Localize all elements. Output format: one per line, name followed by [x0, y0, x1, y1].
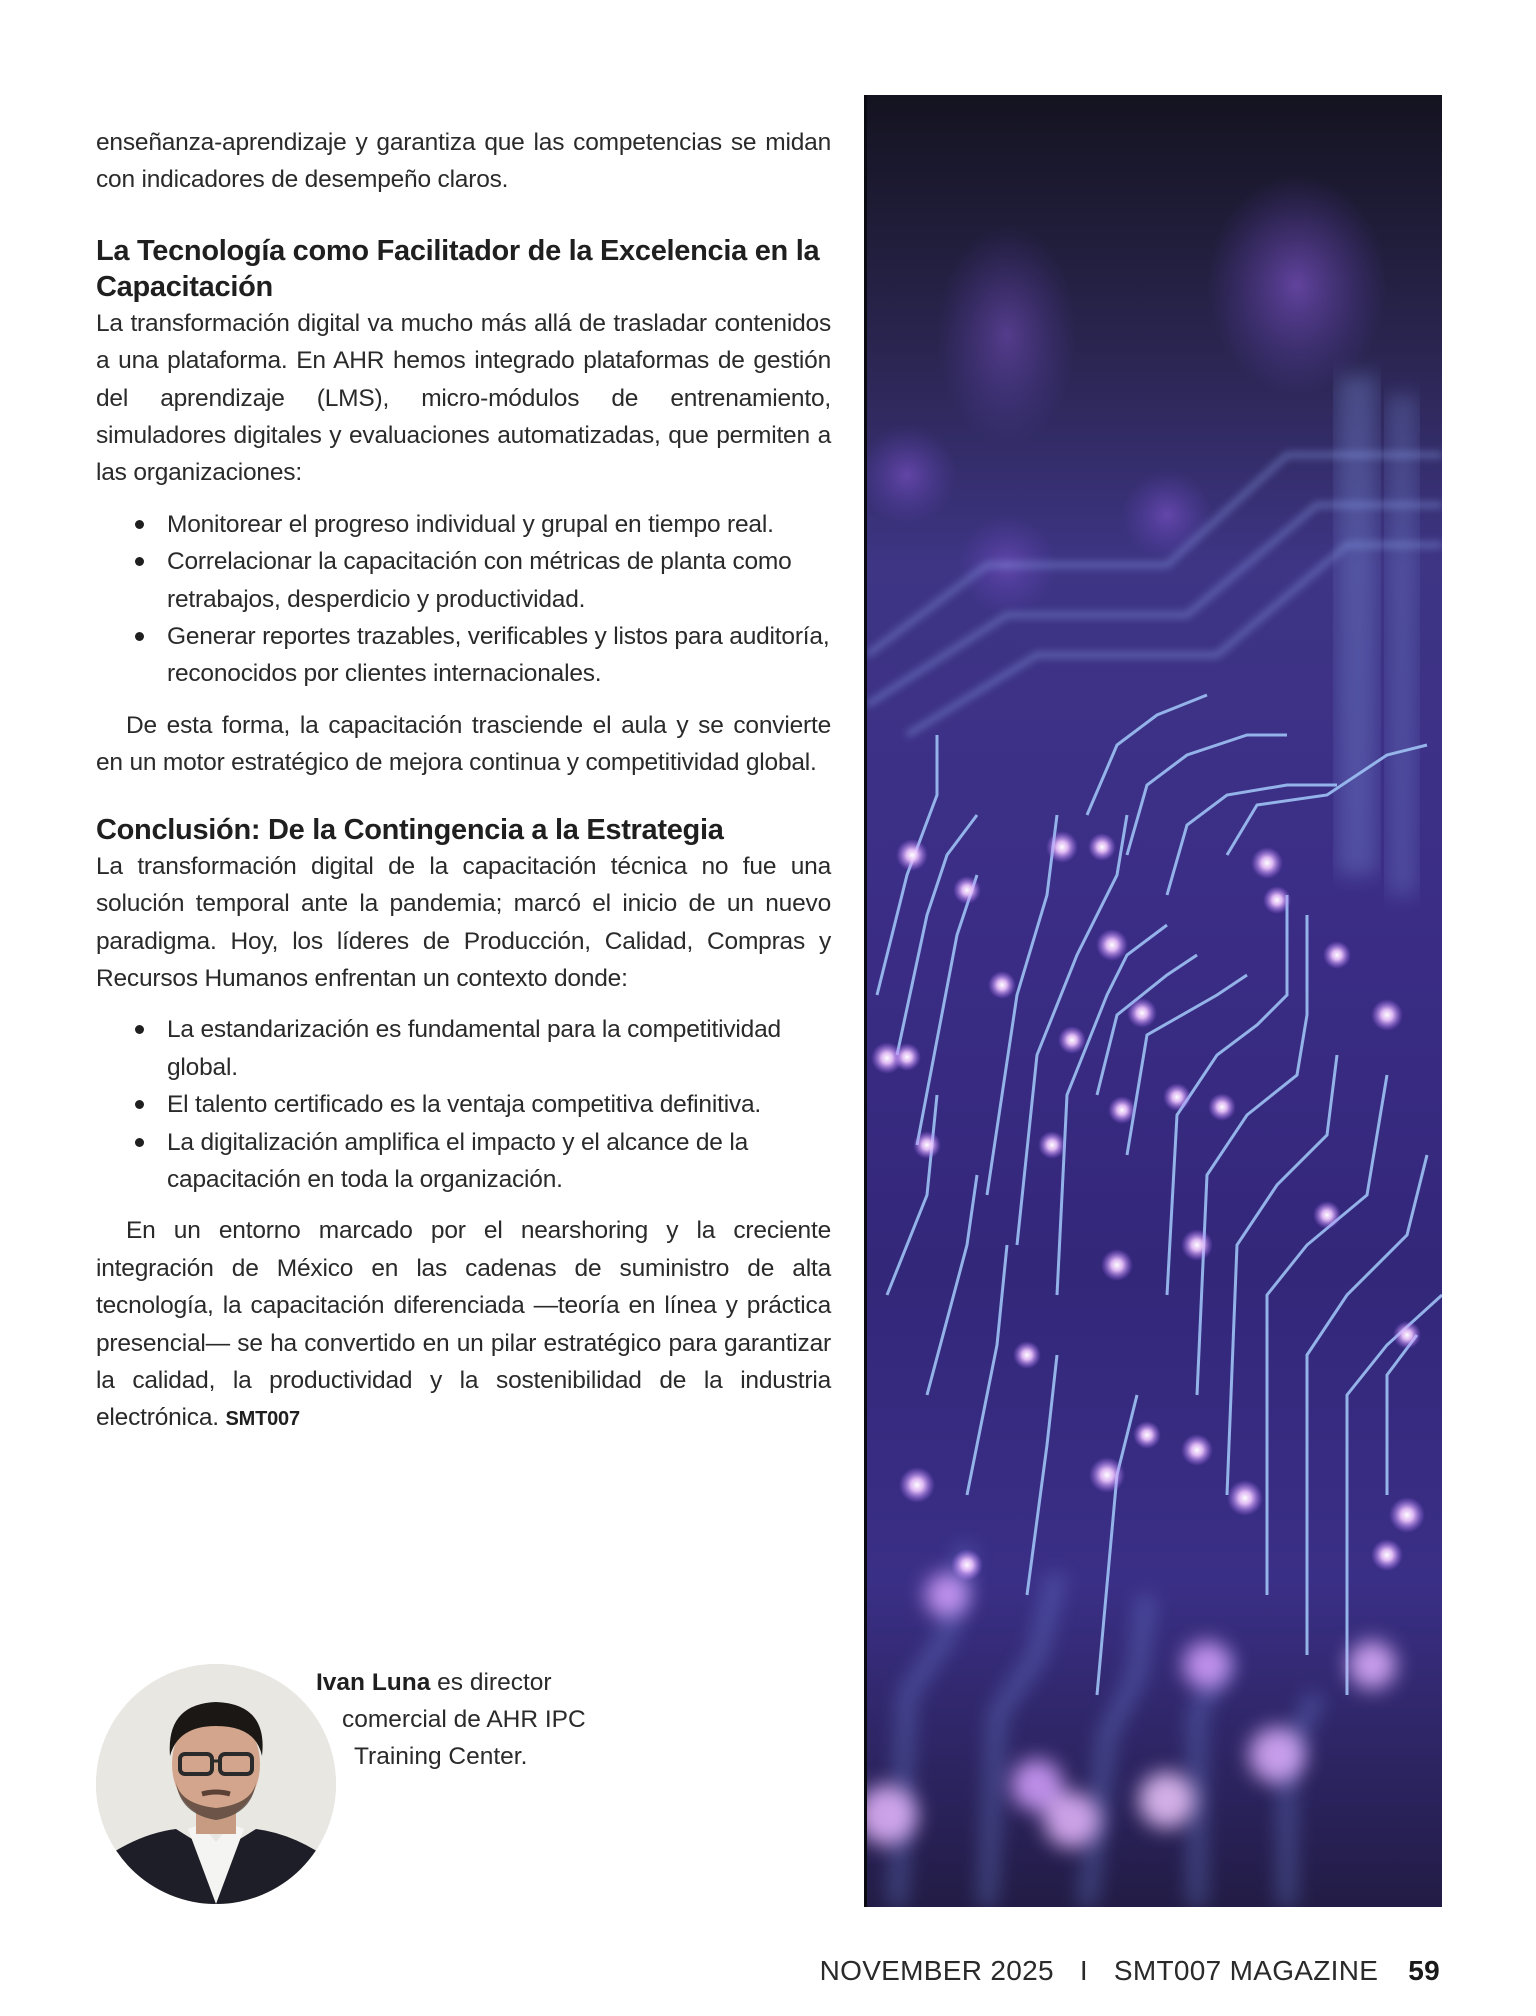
bullet-list-technology	[96, 506, 831, 693]
bio-line-1: Ivan Luna es director	[316, 1669, 552, 1696]
page-number: 59	[1408, 1955, 1440, 1986]
list-item: La digitalización amplifica el impacto y el alcance de la capacitación en toda la organización.	[167, 1124, 831, 1199]
bio-line-2: comercial de AHR IPC	[342, 1706, 586, 1733]
intro-paragraph: enseñanza-aprendizaje y garantiza que las competencias se midan con indicadores de desempeño claros.	[96, 129, 831, 194]
list-item: El talento certificado es la ventaja competitiva definitiva.	[167, 1086, 831, 1123]
footer-separator: I	[1079, 1955, 1088, 1986]
bio-text	[316, 1664, 656, 1775]
section-paragraph-conclusion: La transformación digital de la capacitación técnica no fue una solución temporal ante la pandemia; marcó el inicio de un nuevo paradigma. Hoy, los líderes de Producción, Calidad, Compras y Recursos Humanos enfrentan un contexto donde:	[96, 852, 831, 992]
issue-date: NOVEMBER 2025	[819, 1955, 1054, 1986]
closing-text: En un entorno marcado por el nearshoring y la creciente integración de México en las cadenas de suministro de alta tecnología, la capacitación diferenciada —teoría en línea y práctica presencial— se ha convertido en un pilar estratégico para garantizar la calidad, la productividad y la sostenibilidad de la industria electrónica.	[96, 1217, 831, 1432]
bullet-list-conclusion	[96, 1011, 831, 1198]
list-item: Correlacionar la capacitación con métricas de planta como retrabajos, desperdicio y productividad.	[167, 543, 831, 618]
author-bio	[96, 1664, 656, 1904]
avatar	[96, 1664, 336, 1904]
section-heading-conclusion: Conclusión: De la Contingencia a la Estrategia	[96, 813, 724, 846]
section-paragraph-technology: La transformación digital va mucho más allá de trasladar contenidos a una plataforma. En AHR hemos integrado plataformas de gestión del aprendizaje (LMS), micro-módulos de entrenamiento, simuladores digitales y evaluaciones automatizadas, que permiten a las organizaciones:	[96, 309, 831, 487]
list-item: La estandarización es fundamental para la competitividad global.	[167, 1011, 831, 1086]
author-portrait-icon	[96, 1664, 336, 1904]
list-item: Generar reportes trazables, verificables y listos para auditoría, reconocidos por clientes internacionales.	[167, 618, 831, 693]
circuit-traces-icon	[867, 95, 1442, 1907]
circuit-board-image	[864, 95, 1442, 1907]
author-name: Ivan Luna	[316, 1669, 431, 1696]
publication-name: SMT007 MAGAZINE	[1113, 1955, 1379, 1986]
signoff-mark: SMT007	[225, 1408, 300, 1431]
bio-line-3: Training Center.	[354, 1743, 528, 1770]
section-closing-technology: De esta forma, la capacitación trasciende el aula y se convierte en un motor estratégico de mejora continua y competitividad global.	[96, 711, 831, 777]
section-heading-technology: La Tecnología como Facilitador de la Excelencia en la Capacitación	[96, 234, 820, 303]
section-closing-conclusion	[96, 1212, 831, 1438]
list-item: Monitorear el progreso individual y grupal en tiempo real.	[167, 506, 831, 543]
page-footer	[820, 1955, 1440, 1987]
article-column	[96, 124, 831, 1439]
